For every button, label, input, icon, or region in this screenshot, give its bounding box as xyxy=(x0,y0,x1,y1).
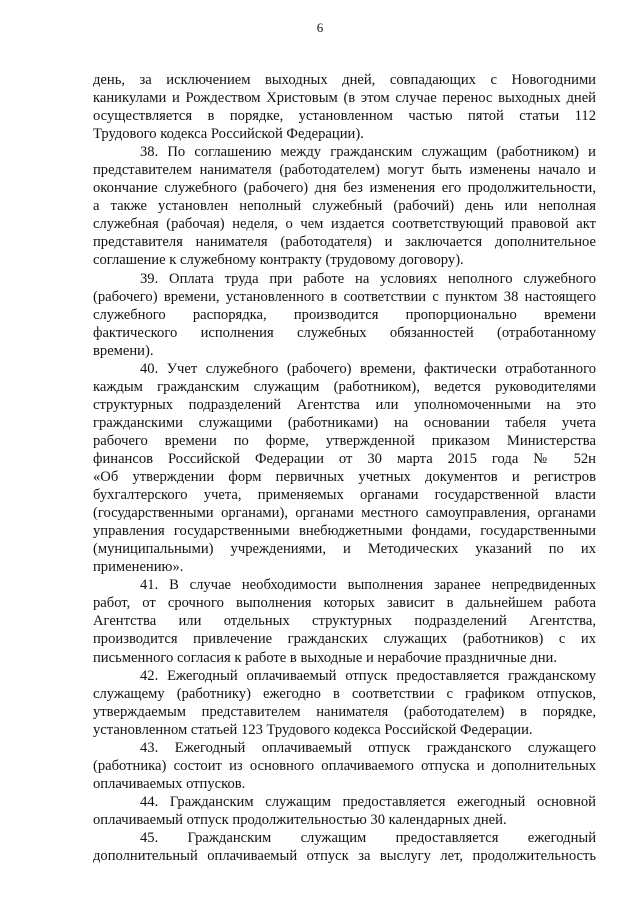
text-line: 42. Ежегодный оплачиваемый отпуск предоставляется гражданскому xyxy=(140,667,596,684)
text-line: 41. В случае необходимости выполнения заранее непредвиденных xyxy=(140,577,596,594)
text-line: гражданскими служащими (работниками) на основании табеля учета xyxy=(93,414,596,431)
page-number: 6 xyxy=(316,20,324,35)
text-line: (рабочего) времени, установленного в соответствии с пунктом 38 настоящего xyxy=(93,288,596,305)
text-line: (работника) состоит из основного оплачиваемого отпуска и дополнительных xyxy=(93,757,596,774)
text-line: бухгалтерского учета, применяемых органами государственной власти xyxy=(93,487,596,504)
text-line: работ, от срочного выполнения которых зависит в дальнейшем работа xyxy=(93,595,596,612)
text-line: рабочего времени по форме, утвержденной приказом Министерства xyxy=(93,432,596,449)
text-line: служащему (работнику) ежегодно в соответствии с графиком отпусков, xyxy=(93,685,596,702)
text-line: письменного согласия к работе в выходные и нерабочие праздничные дни. xyxy=(93,649,557,666)
text-line: день, за исключением выходных дней, совпадающих с Новогодними xyxy=(93,72,596,88)
text-line: применению». xyxy=(93,559,184,576)
text-line: фактического исполнения служебных обязанностей (отработанному xyxy=(93,324,596,341)
text-line: дополнительный оплачиваемый отпуск за выслугу лет, продолжительность xyxy=(93,848,596,865)
text-line: каждым гражданским служащим (работником), ведется руководителями xyxy=(93,378,596,395)
text-line: служебного распорядка, производится пропорционально времени xyxy=(93,306,596,323)
text-line: оплачиваемых отпусков. xyxy=(93,775,246,792)
text-line: структурных подразделений Агентства или уполномоченными на это xyxy=(93,396,596,413)
text-line: служебная (рабочая) неделя, о чем издается соответствующий правовой акт xyxy=(93,216,596,233)
text-line: а также установлен неполный служебный (рабочий) день или неполная xyxy=(93,198,596,215)
text-line: 39. Оплата труда при работе на условиях неполного служебного xyxy=(140,270,596,287)
text-line: Агентства или отдельных структурных подразделений Агентства, xyxy=(93,613,596,630)
text-line: «Об утверждении форм первичных учетных документов и регистров xyxy=(93,469,596,486)
text-line: 45. Гражданским служащим предоставляется ежегодный xyxy=(140,829,596,846)
text-line: 44. Гражданским служащим предоставляется ежегодный основной xyxy=(140,793,596,810)
text-line: осуществляется в порядке, установленном частью пятой статьи 112 xyxy=(93,108,596,125)
text-line: представителя нанимателя (работодателя) и заключается дополнительное xyxy=(93,234,596,251)
text-line: управления государственными внебюджетными фондами, государственными xyxy=(93,523,596,540)
document-body xyxy=(93,71,596,865)
text-line: каникулами и Рождеством Христовым (в этом случае перенос выходных дней xyxy=(93,90,596,107)
text-line: финансов Российской Федерации от 30 марта 2015 года № 52н xyxy=(93,450,596,467)
text-line: Трудового кодекса Российской Федерации). xyxy=(93,126,364,143)
text-line: 38. По соглашению между гражданским служащим (работником) и xyxy=(140,144,596,161)
text-line: окончание служебного (рабочего) дня без изменения его продолжительности, xyxy=(93,180,596,197)
text-line: (муниципальными) учреждениями, и Методических указаний по их xyxy=(93,541,596,558)
text-line: 40. Учет служебного (рабочего) времени, фактически отработанного xyxy=(140,360,596,377)
text-line: соглашение к служебному контракту (трудовому договору). xyxy=(93,252,464,269)
text-line: представителем нанимателя (работодателем) могут быть изменены начало и xyxy=(93,162,596,179)
text-line: утверждаемым представителем нанимателя (работодателем) в порядке, xyxy=(93,703,596,720)
text-line: 43. Ежегодный оплачиваемый отпуск гражданского служащего xyxy=(140,739,596,756)
text-line: оплачиваемый отпуск продолжительностью 30 календарных дней. xyxy=(93,811,507,828)
text-line: времени). xyxy=(93,342,154,359)
text-line: (государственными органами), органами местного самоуправления, органами xyxy=(93,505,596,522)
text-line: производится привлечение гражданских служащих (работников) с их xyxy=(93,631,596,648)
text-line: установленном статьей 123 Трудового кодекса Российской Федерации. xyxy=(93,721,533,738)
